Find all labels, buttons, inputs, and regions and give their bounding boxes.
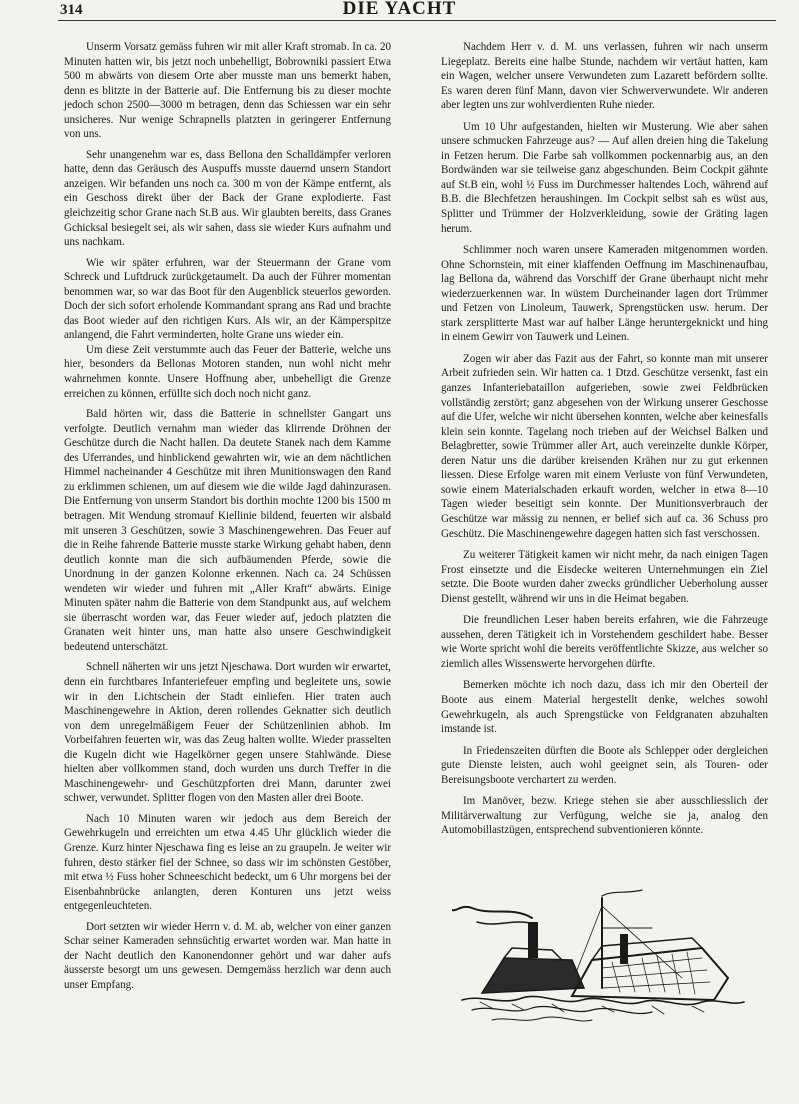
paragraph: Zogen wir aber das Fazit aus der Fahrt, so konnte man mit unserer Arbeit zufrieden sein. Wir hatten ca. 1 Dtzd. Geschütze versenkt, fast ein ganzes Infanteriebataillon aufgerieben, sowie zwei Feldbrücken vollständig zerstört; ganz abgesehen von der Wirkung unserer Geschosse auf die Ufer, welche wir nicht übersehen konnten, welche aber keinesfalls klein sein konnte. Tagelang noch trieben auf der Weichsel Balken und Belagbretter, sowie Trümmer aller Art, auch vereinzelte dunkle Körper, deren Natur uns die darüber kreisenden Krähen nur zu gut erkennen liessen. Diese Erfolge waren mit einem Verluste von fünf Verwundeten, sowie einem Materialschaden erkauft worden, welcher in etwa 8—10 Tagen wieder beseitigt sein konnte. Der Munitionsverbrauch der Geschütze war mässig zu nennen, er belief sich auf ca. 36 Schuss pro Geschütz. Die Maschinengewehre dagegen hatten sich fast verschossen. [441, 352, 768, 540]
running-title: DIE YACHT [342, 0, 457, 19]
paragraph: Schlimmer noch waren unsere Kameraden mitgenommen worden. Ohne Schornstein, mit einer klaffenden Oeffnung im Maschinenaufbau, lag Bellona da, während das Vorschiff der Grane überhaupt nicht mehr wiederzuerkennen war. In wüstem Durcheinander lagen dort Trümmer und Fetzen von Linoleum, Tauwerk, Sprengstücken usw. herum. Der stark zersplitterte Mast war auf halber Länge heruntergeknickt und hing in einem Gewirr von Tauwerk und Leinen. [441, 244, 768, 344]
boats-sketch-illustration [452, 888, 748, 1046]
paragraph: Nachdem Herr v. d. M. uns verlassen, fuhren wir nach unserm Liegeplatz. Bereits eine halbe Stunde, nachdem wir vertäut hatten, kam ein Wagen, welcher unsere Verwundeten zum Lazarett befördern sollte. Es waren deren fünf Mann, davon vier Schwerverwundete. Wir anderen aber legten uns zur wohlverdienten Ruhe nieder. [441, 41, 768, 112]
paragraph: Bald hörten wir, dass die Batterie in schnellster Gangart uns verfolgte. Deutlich vernahm man wieder das klirrende Dröhnen der Geschütze durch die Nacht hallen. Da deutete Stanek nach dem Kamme des Uferrandes, und hinblickend gewahrten wir, wie an dem nächtlichen Himmel nacheinander 4 Geschütze mit ihren Munitionswagen den Rand zu erklimmen schienen, um auf diesem wie die wilde Jagd dahinzurasen. Die Entfernung von unserm Standort bis dorthin mochte 1200 bis 1500 m betragen. Mit Wendung stromauf Kiellinie bildend, feuerten wir alsbald mit unseren 3 Geschützen, sowie 3 Maschinengewehren. Das Feuer auf die in Reihe fahrende Batterie musste starke Wirkung gehabt haben, denn deutlich konnte man die sich aufbäumenden Pferde, sowie die Unordnung in der ganzen Kolonne erkennen. Nach ca. 24 Schüssen wendeten wir wieder und fuhren mit „Aller Kraft“ abwärts. Einige Minuten später nahm die Batterie von dem Standpunkt aus, auf welchem sie überrascht worden war, das Feuer wieder auf, jedoch platzten die Granaten weit hinter uns, man hatte also unsere Geschwindigkeit bedeutend unterschätzt. [64, 408, 391, 653]
paragraph: Wie wir später erfuhren, war der Steuermann der Grane vom Schreck und Luftdruck zurückgetaumelt. Da auch der Führer momentan benommen war, so war das Boot für den Augenblick steuerlos geworden. Doch der sich sofort erholende Kommandant sprang ans Rad und brachte das Boot wieder auf den richtigen Kurs. Als wir, an der Kämperspitze anlangend, die Fahrt verminderten, holte Grane uns wieder ein. [64, 256, 391, 342]
paragraph: Um 10 Uhr aufgestanden, hielten wir Musterung. Wie aber sahen unsere schmucken Fahrzeuge aus? — Auf allen dreien hing die Takelung in Fetzen herum. Die Farbe sah vollkommen pockennarbig aus, an den Bordwänden war sie teilweise ganz abgeschunden. Beim Cockpit gähnte auf St.B ein, wohl ½ Fuss im Durchmesser haltendes Loch, während auf B.B. die Blechfetzen heraushingen. Im Cockpit selbst sah es wüst aus, Splitter und Trümmer der Holzverkleidung, sowie der Gräting lagen herum. [441, 120, 768, 235]
paragraph: Zu weiterer Tätigkeit kamen wir nicht mehr, da nach einigen Tagen Frost einsetzte und die Eisdecke weiteren Unternehmungen ein Ziel setzte. Die Boote wurden daher zwecks gründlicher Ueberholung ausser Dienst gestellt, während wir uns in die Heimat begaben. [441, 549, 768, 605]
paragraph: Dort setzten wir wieder Herrn v. d. M. ab, welcher von einer ganzen Schar seiner Kameraden sehnsüchtig erwartet worden war. Man hatte in der Nacht deutlich den Kanonendonner gehört und war daher aufs äusserste besorgt um uns gewesen. Demgemäss herzlich war denn auch unser Empfang. [64, 920, 391, 991]
right-column [441, 40, 768, 845]
paragraph: Unserm Vorsatz gemäss fuhren wir mit aller Kraft stromab. In ca. 20 Minuten hatten wir, bis jetzt noch unbehelligt, Bobrowniki passiert Etwa 500 m abwärts von diesem Orte aber musste man uns bemerkt haben, denn es blitzte in der Batterie auf. Die Entfernung bis zu dieser mochte jedoch schon 2500—3000 m betragen, denn das Schiessen war ein sehr unsicheres. Nur wenige Schrapnells platzten in geringerer Entfernung von uns. [64, 41, 391, 141]
page-header [0, 0, 799, 22]
paragraph: Die freundlichen Leser haben bereits erfahren, wie die Fahrzeuge aussehen, deren Tätigkeit ich in Vorstehendem geschildert habe. Besser wie Worte spricht wohl die bereits veröffentlichte Skizze, aus welcher so ziemlich alles Wissenswerte hervorgehen dürfte. [441, 614, 768, 670]
paragraph: In Friedenszeiten dürften die Boote als Schlepper oder dergleichen gute Dienste leisten, auch wohl geeignet sein, als Touren- oder Bereisungsboote verchartert zu werden. [441, 744, 768, 786]
paragraph: Nach 10 Minuten waren wir jedoch aus dem Bereich der Gewehrkugeln und erreichten um etwa 4.45 Uhr glücklich wieder die Grenze. Kurz hinter Njeschawa fing es leise an zu graupeln. Je weiter wir fuhren, desto stärker fiel der Schnee, so dass wir im schönsten Gestöber, mit etwa ½ Fuss hoher Schneeschicht bedeckt, um 6 Uhr morgens bei der Eisenbahnbrücke anlangten, deren Konturen uns jetzt weiss entgegenleuchteten. [64, 812, 391, 913]
header-rule [58, 20, 776, 21]
paragraph: Bemerken möchte ich noch dazu, dass ich mir den Oberteil der Boote aus einem Material hergestellt denke, welches sowohl Gewehrkugeln, als auch Sprengstücke von Feldgranaten abzuhalten imstande ist. [441, 679, 768, 736]
paragraph: Um diese Zeit verstummte auch das Feuer der Batterie, welche uns hier, besonders da Bellonas Motoren standen, nun wohl nicht mehr wahrnehmen konnte. Unsere Hoffnung aber, unbehelligt die Grenze erreichen zu können, erfüllte sich doch noch nicht ganz. [64, 343, 391, 400]
paragraph: Schnell näherten wir uns jetzt Njeschawa. Dort wurden wir erwartet, denn ein furchtbares Infanteriefeuer empfing und begleitete uns, sowie wir in den Lichtschein der Stadt einliefen. Hier traten auch Maschinengewehre in Aktion, deren rollendes Geknatter sich deutlich von dem unregelmäßigem Feuer der Schützenlinien abhob. Im Vorbeifahren feuerten wir, was das Zeug halten wollte. Wieder prasselten die Kugeln dicht wie Hagelkörner gegen unsere Stahlwände. Diese hielten aber vollkommen stand, doch wurden uns durch Treffer in die Maschinengewehr- und Geschützpforten drei Mann, darunter zwei schwer, verwundet. Splitter flogen von den Masten aller drei Boote. [64, 661, 391, 805]
ship-sketch-icon [452, 888, 748, 1046]
paragraph: Im Manöver, bezw. Kriege stehen sie aber ausschliesslich der Militärverwaltung zur Verfügung, welche sie ja, analog den Automobillastzügen, entsprechend subventionieren könnte. [441, 795, 768, 837]
paragraph: Sehr unangenehm war es, dass Bellona den Schalldämpfer verloren hatte, denn das Geräusch des Auspuffs musste dauernd unsern Standort anzeigen. Wir befanden uns noch ca. 300 m von der Kämpe entfernt, als ein Geschoss direkt über der Back der Grane explodierte. Fast gleichzeitig schor Grane nach St.B aus. Wir glaubten bereits, dass Granes Gchicksal besiegelt sei, als wir sahen, dass sie wieder Kurs aufnahm und uns nachkam. [64, 148, 391, 249]
page-number: 314 [60, 2, 83, 18]
left-column [64, 40, 391, 992]
